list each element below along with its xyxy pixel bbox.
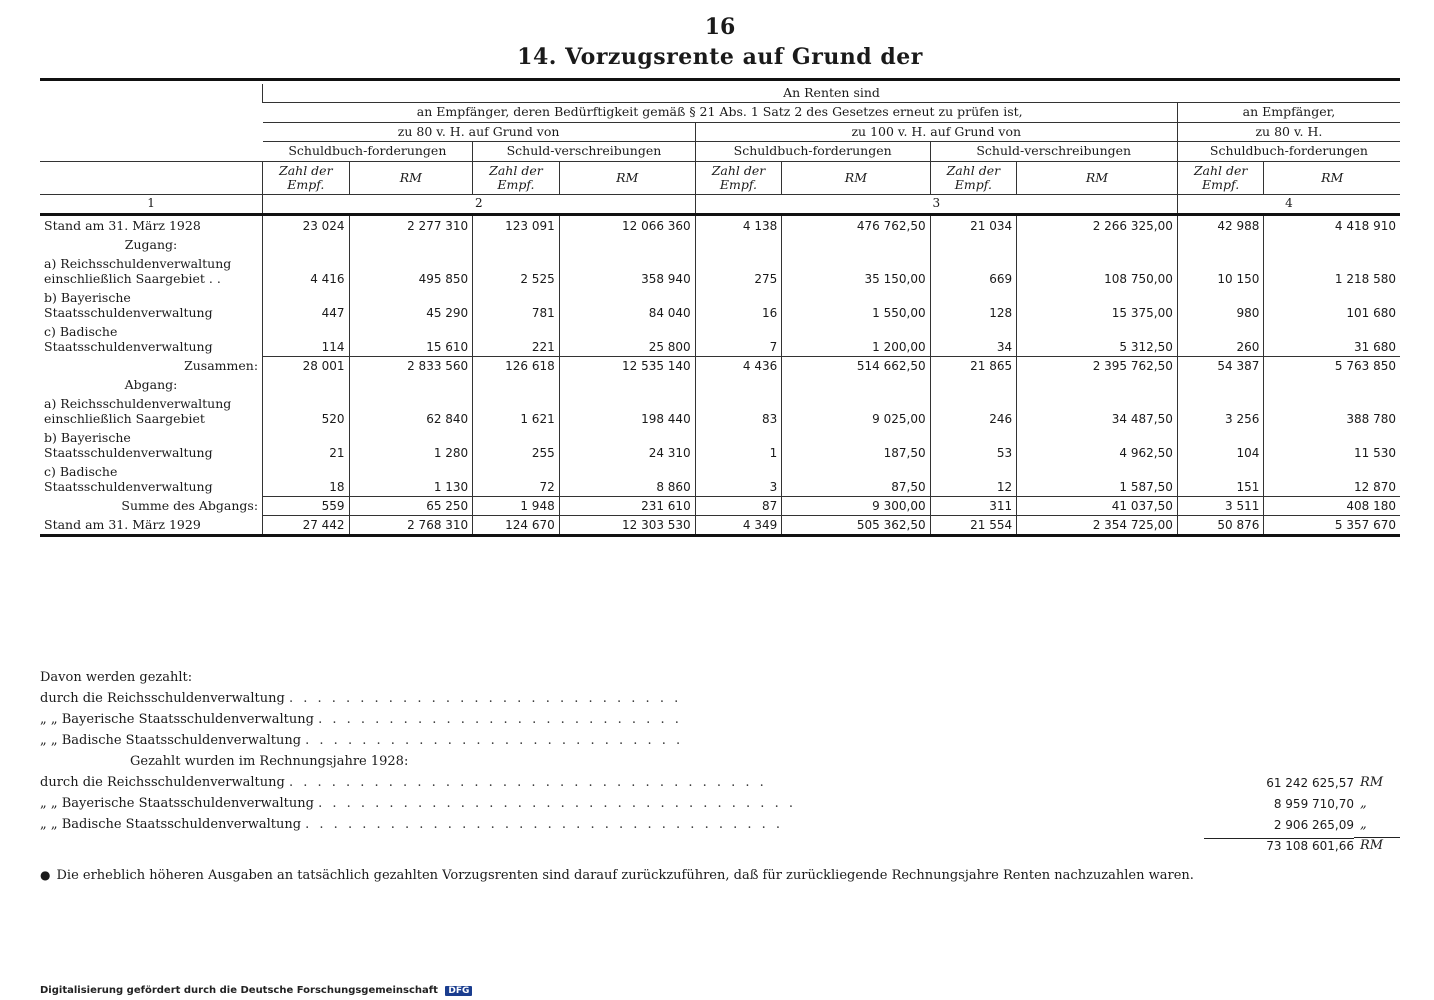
table-cell xyxy=(263,235,350,254)
table-cell: 123 091 xyxy=(473,215,560,236)
table-cell: 12 303 530 xyxy=(559,515,695,536)
table-cell: 15 375,00 xyxy=(1017,288,1178,322)
leader-dots: . . . . . . . . . . . . . . . . . . . . . . . . . . . . . . . . . . xyxy=(318,796,796,811)
table-cell: 388 780 xyxy=(1264,394,1400,428)
column-number-4: 4 xyxy=(1177,195,1400,215)
header-an-renten: An Renten sind xyxy=(263,84,1400,103)
column-number-1: 1 xyxy=(40,195,263,215)
header-rm: RM xyxy=(559,161,695,195)
header-schuldbuch: Schuldbuch-forderungen xyxy=(1177,142,1400,161)
table-cell: 3 256 xyxy=(1177,394,1264,428)
table-cell: 9 300,00 xyxy=(782,496,930,515)
table-cell: 260 xyxy=(1177,322,1264,356)
durch-label: durch die Reichsschuldenverwaltung xyxy=(40,691,285,706)
table-cell: 15 610 xyxy=(349,322,473,356)
table-cell: 114 xyxy=(263,322,350,356)
header-sub-100: zu 100 v. H. auf Grund von xyxy=(695,122,1177,141)
baden-label: „ „ Badische Staatsschuldenverwaltung xyxy=(40,733,302,748)
table-cell: 358 940 xyxy=(559,254,695,288)
table-cell xyxy=(782,375,930,394)
table-cell: 408 180 xyxy=(1264,496,1400,515)
total-value: 73 108 601,66 xyxy=(1204,838,1354,853)
table-row xyxy=(40,322,1400,356)
table-cell: 980 xyxy=(1177,288,1264,322)
table-row xyxy=(40,515,1400,536)
table-cell: 104 xyxy=(1177,428,1264,462)
table-cell: 42 988 xyxy=(1177,215,1264,236)
header-zahl: Zahl der Empf. xyxy=(473,161,560,195)
leader-dots: . . . . . . . . . . . . . . . . . . . . . . . . . . . . . . . . . . xyxy=(305,817,784,832)
paid-row xyxy=(40,811,1400,832)
table-cell: 1 200,00 xyxy=(782,322,930,356)
table-cell: 21 034 xyxy=(930,215,1017,236)
table-cell xyxy=(1264,375,1400,394)
table-row xyxy=(40,215,1400,236)
table-cell: 231 610 xyxy=(559,496,695,515)
header-rm: RM xyxy=(1264,161,1400,195)
table-cell: 2 395 762,50 xyxy=(1017,356,1178,375)
header-blank-cell xyxy=(40,84,263,161)
table-cell: 108 750,00 xyxy=(1017,254,1178,288)
table-cell xyxy=(1264,235,1400,254)
table-cell: 83 xyxy=(695,394,782,428)
table-cell xyxy=(930,375,1017,394)
table-cell xyxy=(1017,235,1178,254)
table-cell: 476 762,50 xyxy=(782,215,930,236)
row-label: a) Reichsschuldenverwaltung einschließlich Saargebiet xyxy=(44,396,232,427)
bayer-label: „ „ Bayerische Staatsschuldenverwaltung xyxy=(40,712,314,727)
table-cell: 16 xyxy=(695,288,782,322)
table-cell: 151 xyxy=(1177,462,1264,496)
table-cell xyxy=(695,235,782,254)
footnote-text: Die erheblich höheren Ausgaben an tatsächlich gezahlten Vorzugsrenten sind darauf zurückzuführen, daß für zurückliegende Rechnungsjahre Renten nachzuzahlen waren. xyxy=(56,868,1194,883)
table-cell: 1 218 580 xyxy=(1264,254,1400,288)
header-group-a: an Empfänger, deren Bedürftigkeit gemäß § 21 Abs. 1 Satz 2 des Gesetzes erneut zu prüfen ist, xyxy=(263,103,1178,122)
table-cell: 101 680 xyxy=(1264,288,1400,322)
row-label: Stand am 31. März 1928 xyxy=(44,218,201,234)
paid-value: 8 959 710,70 xyxy=(1273,797,1354,811)
paid-unit: „ xyxy=(1360,796,1367,811)
table-cell xyxy=(1017,375,1178,394)
table-cell: 10 150 xyxy=(1177,254,1264,288)
table-row xyxy=(40,235,1400,254)
header-group-b: an Empfänger, xyxy=(1177,103,1400,122)
leader-dots: . . . . . . . . . . . . . . . . . . . . . . . . . . . . xyxy=(288,691,682,706)
table-cell: 65 250 xyxy=(349,496,473,515)
table-row xyxy=(40,356,1400,375)
table-cell: 34 xyxy=(930,322,1017,356)
paid-label: „ „ Bayerische Staatsschuldenverwaltung xyxy=(40,796,314,811)
table-cell: 495 850 xyxy=(349,254,473,288)
page-title: 14. Vorzugsrente auf Grund der xyxy=(517,44,923,70)
table-cell: 1 621 xyxy=(473,394,560,428)
table-cell: 12 xyxy=(930,462,1017,496)
table-cell: 124 670 xyxy=(473,515,560,536)
table-cell: 84 040 xyxy=(559,288,695,322)
table-cell: 3 511 xyxy=(1177,496,1264,515)
table-row xyxy=(40,462,1400,496)
digitization-credit xyxy=(40,985,472,996)
row-label: Zusammen: xyxy=(184,358,259,374)
table-body xyxy=(40,215,1400,536)
paid-row xyxy=(40,769,1400,790)
table-cell xyxy=(349,375,473,394)
table-cell: 21 xyxy=(263,428,350,462)
header-rm: RM xyxy=(349,161,473,195)
paid-value: 2 906 265,09 xyxy=(1273,818,1354,832)
table-cell: 62 840 xyxy=(349,394,473,428)
table-cell: 87,50 xyxy=(782,462,930,496)
table-cell: 311 xyxy=(930,496,1017,515)
table-row xyxy=(40,496,1400,515)
row-label: Zugang: xyxy=(124,237,178,253)
table-row xyxy=(40,394,1400,428)
table-cell: 18 xyxy=(263,462,350,496)
table-cell: 505 362,50 xyxy=(782,515,930,536)
table-cell: 4 416 xyxy=(263,254,350,288)
row-label: b) Bayerische Staatsschuldenverwaltung xyxy=(44,430,213,461)
davon-label: Davon werden gezahlt: xyxy=(40,670,193,685)
title-rule xyxy=(40,78,1400,81)
table-cell: 72 xyxy=(473,462,560,496)
paid-label: durch die Reichsschuldenverwaltung xyxy=(40,775,285,790)
total-unit: RM xyxy=(1354,837,1400,853)
table-cell xyxy=(559,375,695,394)
leader-dots: . . . . . . . . . . . . . . . . . . . . . . . . . . xyxy=(318,712,682,727)
paid-unit: RM xyxy=(1360,775,1384,790)
table-cell: 5 763 850 xyxy=(1264,356,1400,375)
table-cell: 41 037,50 xyxy=(1017,496,1178,515)
dfg-logo-icon: DFG xyxy=(445,986,472,996)
table-cell: 25 800 xyxy=(559,322,695,356)
leader-dots: . . . . . . . . . . . . . . . . . . . . . . . . . . . xyxy=(305,733,684,748)
header-schuldver: Schuld-verschreibungen xyxy=(473,142,696,161)
table-cell xyxy=(263,375,350,394)
table-cell xyxy=(695,375,782,394)
page-number: 16 xyxy=(704,14,736,40)
table-cell: 35 150,00 xyxy=(782,254,930,288)
table-row xyxy=(40,375,1400,394)
table-cell: 12 535 140 xyxy=(559,356,695,375)
table-cell: 5 312,50 xyxy=(1017,322,1178,356)
column-number-3: 3 xyxy=(695,195,1177,215)
row-label: c) Badische Staatsschuldenverwaltung xyxy=(44,464,213,495)
table-cell: 187,50 xyxy=(782,428,930,462)
table-cell: 23 024 xyxy=(263,215,350,236)
table-cell: 559 xyxy=(263,496,350,515)
table-cell xyxy=(473,375,560,394)
table-cell: 50 876 xyxy=(1177,515,1264,536)
header-schuldbuch: Schuldbuch-forderungen xyxy=(263,142,473,161)
table-cell: 5 357 670 xyxy=(1264,515,1400,536)
table-cell: 1 587,50 xyxy=(1017,462,1178,496)
table-cell: 4 349 xyxy=(695,515,782,536)
table-cell: 246 xyxy=(930,394,1017,428)
header-sub-80b: zu 80 v. H. xyxy=(1177,122,1400,141)
table-cell: 1 130 xyxy=(349,462,473,496)
table-cell: 128 xyxy=(930,288,1017,322)
row-label: a) Reichsschuldenverwaltung einschließlich Saargebiet . . xyxy=(44,256,232,287)
table-cell: 275 xyxy=(695,254,782,288)
table-cell: 31 680 xyxy=(1264,322,1400,356)
table-row xyxy=(40,288,1400,322)
header-zahl: Zahl der Empf. xyxy=(930,161,1017,195)
header-zahl: Zahl der Empf. xyxy=(695,161,782,195)
table-cell: 520 xyxy=(263,394,350,428)
table-cell: 4 138 xyxy=(695,215,782,236)
table-cell xyxy=(559,235,695,254)
table-cell: 1 550,00 xyxy=(782,288,930,322)
table-cell: 28 001 xyxy=(263,356,350,375)
header-sub-80: zu 80 v. H. auf Grund von xyxy=(263,122,696,141)
header-schuldver: Schuld-verschreibungen xyxy=(930,142,1177,161)
paid-list xyxy=(40,769,1400,832)
table-cell: 3 xyxy=(695,462,782,496)
header-rm: RM xyxy=(1017,161,1178,195)
table-cell xyxy=(1177,375,1264,394)
table-cell: 21 554 xyxy=(930,515,1017,536)
table-cell: 2 354 725,00 xyxy=(1017,515,1178,536)
table-cell: 2 768 310 xyxy=(349,515,473,536)
bullet-icon: ● xyxy=(40,868,51,882)
row-label: c) Badische Staatsschuldenverwaltung xyxy=(44,324,213,355)
table-cell: 9 025,00 xyxy=(782,394,930,428)
table-cell: 255 xyxy=(473,428,560,462)
credit-text: Digitalisierung gefördert durch die Deutsche Forschungsgemeinschaft xyxy=(40,985,438,996)
rente-table xyxy=(40,84,1400,537)
header-schuldbuch: Schuldbuch-forderungen xyxy=(695,142,930,161)
table-cell: 54 387 xyxy=(1177,356,1264,375)
row-label: Stand am 31. März 1929 xyxy=(40,515,263,536)
table-cell: 24 310 xyxy=(559,428,695,462)
header-unit-blank xyxy=(40,161,263,195)
table-cell: 2 525 xyxy=(473,254,560,288)
table-cell: 447 xyxy=(263,288,350,322)
table-cell xyxy=(349,235,473,254)
column-number-2: 2 xyxy=(263,195,696,215)
table-cell: 669 xyxy=(930,254,1017,288)
table-cell: 34 487,50 xyxy=(1017,394,1178,428)
table-cell: 4 436 xyxy=(695,356,782,375)
table-cell: 4 418 910 xyxy=(1264,215,1400,236)
table-cell: 126 618 xyxy=(473,356,560,375)
table-cell: 21 865 xyxy=(930,356,1017,375)
table-cell: 53 xyxy=(930,428,1017,462)
document-page xyxy=(40,14,1400,990)
header-zahl: Zahl der Empf. xyxy=(1177,161,1264,195)
table-cell: 2 833 560 xyxy=(349,356,473,375)
row-label: b) Bayerische Staatsschuldenverwaltung xyxy=(44,290,213,321)
leader-dots: . . . . . . . . . . . . . . . . . . . . . . . . . . . . . . . . . . xyxy=(288,775,767,790)
table-cell xyxy=(473,235,560,254)
table-cell xyxy=(1177,235,1264,254)
summary-section xyxy=(40,664,1400,886)
table-cell: 514 662,50 xyxy=(782,356,930,375)
table-cell: 12 870 xyxy=(1264,462,1400,496)
paid-label: „ „ Badische Staatsschuldenverwaltung xyxy=(40,817,302,832)
table-cell: 8 860 xyxy=(559,462,695,496)
header-rm: RM xyxy=(782,161,930,195)
table-cell: 198 440 xyxy=(559,394,695,428)
table-cell xyxy=(930,235,1017,254)
table-cell: 45 290 xyxy=(349,288,473,322)
table-row xyxy=(40,428,1400,462)
paid-row xyxy=(40,790,1400,811)
table-cell: 12 066 360 xyxy=(559,215,695,236)
table-cell: 11 530 xyxy=(1264,428,1400,462)
table-cell: 1 948 xyxy=(473,496,560,515)
table-cell: 221 xyxy=(473,322,560,356)
table-cell: 87 xyxy=(695,496,782,515)
paid-unit: „ xyxy=(1360,817,1367,832)
table-cell: 781 xyxy=(473,288,560,322)
row-label: Abgang: xyxy=(124,377,178,393)
table-cell: 27 442 xyxy=(263,515,350,536)
table-cell: 2 266 325,00 xyxy=(1017,215,1178,236)
table-cell xyxy=(782,235,930,254)
gezahlt-label: Gezahlt wurden im Rechnungsjahre 1928: xyxy=(130,754,409,769)
footnote xyxy=(40,867,1400,886)
table-cell: 1 xyxy=(695,428,782,462)
table-cell: 7 xyxy=(695,322,782,356)
table-row xyxy=(40,254,1400,288)
table-cell: 1 280 xyxy=(349,428,473,462)
table-cell: 4 962,50 xyxy=(1017,428,1178,462)
table-cell: 2 277 310 xyxy=(349,215,473,236)
paid-value: 61 242 625,57 xyxy=(1266,776,1354,790)
row-label: Summe des Abgangs: xyxy=(121,498,259,514)
header-zahl: Zahl der Empf. xyxy=(263,161,350,195)
